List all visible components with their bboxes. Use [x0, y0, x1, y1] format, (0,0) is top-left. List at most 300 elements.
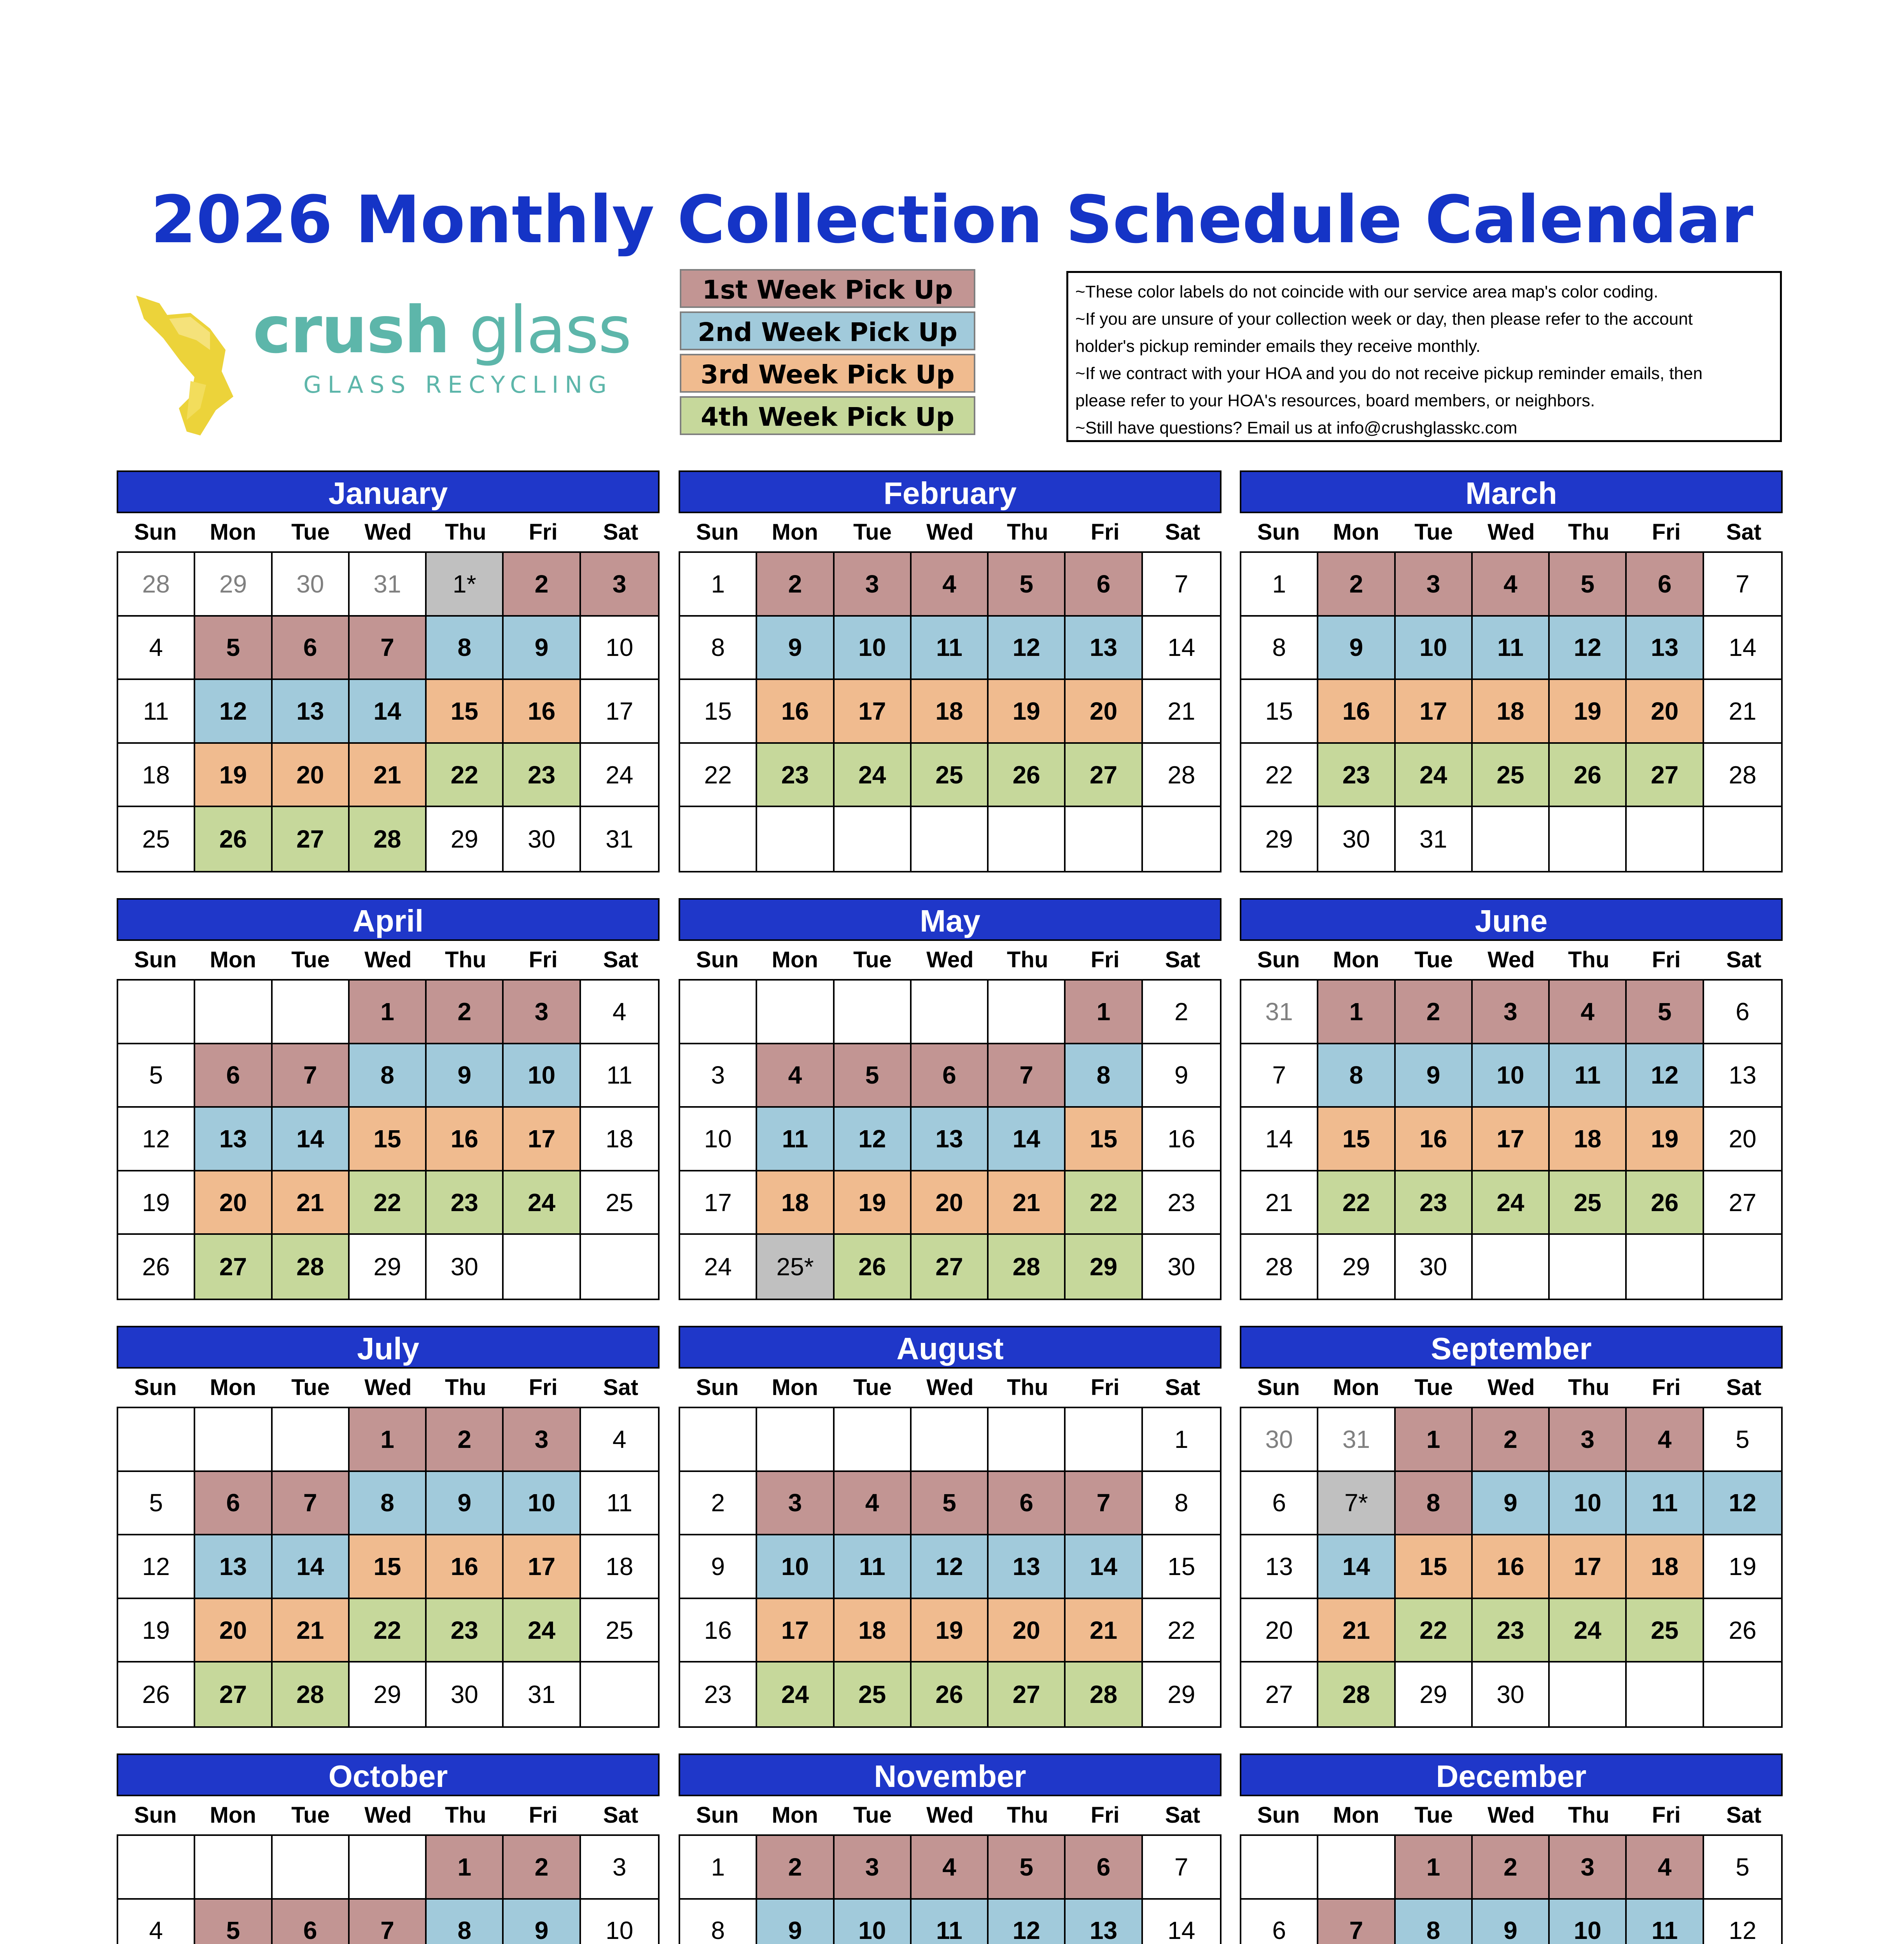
day-cell: 6 [1627, 553, 1704, 617]
day-cell: 19 [1627, 1108, 1704, 1171]
weekday-header-row [679, 1369, 1222, 1407]
weekday-header-row [1240, 1796, 1783, 1834]
day-cell: 15 [427, 680, 504, 744]
day-cell: 11 [1473, 617, 1550, 680]
day-cell: 2 [504, 1836, 581, 1900]
day-cell: 12 [1627, 1044, 1704, 1108]
day-cell: 28 [118, 553, 195, 617]
day-cell: 5 [195, 617, 272, 680]
empty-day-cell [195, 1408, 272, 1472]
day-cell: 25 [912, 744, 989, 808]
day-cell: 12 [835, 1108, 912, 1171]
weekday-header: Fri [1652, 519, 1681, 545]
day-cell: 23 [1143, 1171, 1220, 1235]
weekday-header: Fri [1090, 947, 1120, 972]
weekday-header: Sat [1726, 1802, 1762, 1828]
day-cell: 23 [1473, 1599, 1550, 1663]
weekday-header: Mon [772, 1802, 818, 1828]
empty-day-cell [1704, 1663, 1781, 1726]
empty-day-cell [989, 807, 1066, 871]
day-cell: 4 [1473, 553, 1550, 617]
weekday-header: Wed [364, 1375, 412, 1400]
day-cell: 5 [1550, 553, 1627, 617]
weekday-header-row [1240, 513, 1783, 551]
day-cell: 20 [1627, 680, 1704, 744]
month-title: October [117, 1753, 660, 1796]
day-cell: 7 [350, 617, 427, 680]
day-cell: 16 [427, 1108, 504, 1171]
day-cell: 8 [680, 617, 757, 680]
weekday-header: Sat [1165, 947, 1200, 972]
weekday-header: Mon [772, 519, 818, 545]
day-cell: 13 [912, 1108, 989, 1171]
day-cell: 21 [989, 1171, 1066, 1235]
weekday-header: Sun [696, 1802, 739, 1828]
day-cell: 3 [835, 1836, 912, 1900]
day-cell: 20 [1704, 1108, 1781, 1171]
day-cell: 20 [1066, 680, 1143, 744]
day-cell: 5 [1627, 981, 1704, 1044]
day-cell: 15 [1241, 680, 1318, 744]
month-title: July [117, 1326, 660, 1369]
day-cell: 25 [1550, 1171, 1627, 1235]
day-cell: 5 [1704, 1836, 1781, 1900]
day-cell: 24 [581, 744, 658, 808]
day-cell: 25 [1473, 744, 1550, 808]
day-cell: 30 [273, 553, 350, 617]
day-cell: 24 [504, 1171, 581, 1235]
empty-day-cell [1704, 807, 1781, 871]
day-cell: 29 [1318, 1235, 1395, 1299]
day-cell: 12 [118, 1108, 195, 1171]
weekday-header: Wed [1488, 1375, 1535, 1400]
day-cell: 22 [1396, 1599, 1473, 1663]
month-grid [679, 1407, 1222, 1728]
month-november [679, 1753, 1222, 1944]
day-cell: 27 [912, 1235, 989, 1299]
empty-day-cell [1627, 1235, 1704, 1299]
weekday-header: Tue [853, 1802, 892, 1828]
day-cell: 9 [757, 617, 834, 680]
crush-glass-logo [132, 292, 661, 439]
day-cell: 12 [1704, 1900, 1781, 1944]
day-cell: 14 [989, 1108, 1066, 1171]
month-january [117, 470, 660, 875]
empty-day-cell [1704, 1235, 1781, 1299]
day-cell: 12 [989, 617, 1066, 680]
day-cell: 23 [680, 1663, 757, 1726]
day-cell: 4 [118, 617, 195, 680]
day-cell: 19 [1550, 680, 1627, 744]
day-cell: 13 [1066, 617, 1143, 680]
day-cell: 9 [504, 1900, 581, 1944]
weekday-header: Sat [1165, 1375, 1200, 1400]
day-cell: 23 [427, 1171, 504, 1235]
day-cell: 14 [350, 680, 427, 744]
day-cell: 4 [1627, 1836, 1704, 1900]
day-cell: 3 [1473, 981, 1550, 1044]
day-cell: 2 [1318, 553, 1395, 617]
holiday-day-cell: 7* [1318, 1472, 1395, 1536]
day-cell: 13 [1241, 1535, 1318, 1599]
day-cell: 9 [1143, 1044, 1220, 1108]
day-cell: 10 [504, 1472, 581, 1536]
weekday-header: Wed [1488, 1802, 1535, 1828]
day-cell: 9 [1318, 617, 1395, 680]
empty-day-cell [757, 807, 834, 871]
weekday-header: Sat [603, 1375, 639, 1400]
empty-day-cell [581, 1235, 658, 1299]
weekday-header: Fri [1652, 1802, 1681, 1828]
note-line: ~If you are unsure of your collection week or day, then please refer to the account [1075, 309, 1693, 329]
empty-day-cell [1550, 1235, 1627, 1299]
day-cell: 4 [581, 1408, 658, 1472]
weekday-header: Sun [134, 519, 177, 545]
holiday-day-cell: 1* [427, 553, 504, 617]
month-march [1240, 470, 1783, 875]
month-grid [117, 1407, 660, 1728]
day-cell: 2 [427, 981, 504, 1044]
weekday-header: Sat [1726, 947, 1762, 972]
day-cell: 24 [504, 1599, 581, 1663]
weekday-header: Wed [926, 1375, 974, 1400]
month-june [1240, 898, 1783, 1302]
empty-day-cell [835, 981, 912, 1044]
weekday-header: Sat [1726, 1375, 1762, 1400]
day-cell: 14 [1241, 1108, 1318, 1171]
day-cell: 22 [427, 744, 504, 808]
day-cell: 29 [350, 1235, 427, 1299]
day-cell: 9 [680, 1535, 757, 1599]
day-cell: 16 [680, 1599, 757, 1663]
day-cell: 20 [273, 744, 350, 808]
day-cell: 28 [1704, 744, 1781, 808]
day-cell: 3 [1550, 1836, 1627, 1900]
weekday-header-row [679, 941, 1222, 979]
day-cell: 25 [1627, 1599, 1704, 1663]
weekday-header: Tue [291, 1802, 330, 1828]
day-cell: 7 [1143, 553, 1220, 617]
day-cell: 6 [1066, 1836, 1143, 1900]
weekday-header: Mon [210, 1375, 256, 1400]
weekday-header: Tue [853, 947, 892, 972]
day-cell: 6 [1066, 553, 1143, 617]
empty-day-cell [1143, 807, 1220, 871]
day-cell: 10 [835, 617, 912, 680]
note-line: ~These color labels do not coincide with our service area map's color coding. [1075, 282, 1659, 301]
weekday-header: Mon [1333, 519, 1379, 545]
empty-day-cell [118, 1408, 195, 1472]
day-cell: 4 [835, 1472, 912, 1536]
day-cell: 25 [835, 1663, 912, 1726]
empty-day-cell [1473, 1235, 1550, 1299]
day-cell: 5 [1704, 1408, 1781, 1472]
weekday-header: Wed [364, 1802, 412, 1828]
day-cell: 11 [118, 680, 195, 744]
day-cell: 13 [195, 1108, 272, 1171]
day-cell: 22 [1066, 1171, 1143, 1235]
holiday-day-cell: 25* [757, 1235, 834, 1299]
day-cell: 7 [989, 1044, 1066, 1108]
weekday-header-row [117, 941, 660, 979]
day-cell: 28 [350, 807, 427, 871]
day-cell: 25 [581, 1171, 658, 1235]
weekday-header: Fri [528, 947, 558, 972]
day-cell: 15 [350, 1108, 427, 1171]
month-grid [117, 979, 660, 1300]
day-cell: 11 [1627, 1900, 1704, 1944]
day-cell: 20 [195, 1599, 272, 1663]
weekday-header: Sun [134, 947, 177, 972]
day-cell: 5 [989, 1836, 1066, 1900]
day-cell: 22 [1143, 1599, 1220, 1663]
day-cell: 5 [118, 1472, 195, 1536]
day-cell: 28 [1066, 1663, 1143, 1726]
weekday-header: Thu [1568, 1375, 1610, 1400]
day-cell: 29 [427, 807, 504, 871]
weekday-header-row [117, 513, 660, 551]
weekday-header: Sun [1257, 519, 1300, 545]
day-cell: 20 [989, 1599, 1066, 1663]
weekday-header: Sun [696, 519, 739, 545]
month-july [117, 1326, 660, 1730]
empty-day-cell [1627, 1663, 1704, 1726]
day-cell: 10 [757, 1535, 834, 1599]
day-cell: 15 [1143, 1535, 1220, 1599]
day-cell: 7 [1241, 1044, 1318, 1108]
weekday-header: Fri [1090, 519, 1120, 545]
day-cell: 6 [195, 1044, 272, 1108]
day-cell: 8 [680, 1900, 757, 1944]
day-cell: 14 [1704, 617, 1781, 680]
day-cell: 3 [1550, 1408, 1627, 1472]
day-cell: 21 [1066, 1599, 1143, 1663]
day-cell: 23 [757, 744, 834, 808]
day-cell: 8 [1066, 1044, 1143, 1108]
day-cell: 29 [195, 553, 272, 617]
day-cell: 9 [1473, 1900, 1550, 1944]
day-cell: 27 [989, 1663, 1066, 1726]
weekday-header-row [1240, 941, 1783, 979]
day-cell: 21 [1143, 680, 1220, 744]
empty-day-cell [195, 1836, 272, 1900]
day-cell: 2 [757, 1836, 834, 1900]
day-cell: 27 [273, 807, 350, 871]
day-cell: 24 [680, 1235, 757, 1299]
day-cell: 7 [273, 1044, 350, 1108]
day-cell: 30 [1318, 807, 1395, 871]
empty-day-cell [757, 1408, 834, 1472]
day-cell: 26 [1704, 1599, 1781, 1663]
month-grid [679, 551, 1222, 872]
day-cell: 10 [1396, 617, 1473, 680]
day-cell: 17 [1550, 1535, 1627, 1599]
empty-day-cell [1550, 1663, 1627, 1726]
day-cell: 4 [1550, 981, 1627, 1044]
day-cell: 21 [273, 1171, 350, 1235]
day-cell: 29 [1396, 1663, 1473, 1726]
weekday-header: Mon [772, 947, 818, 972]
day-cell: 8 [427, 617, 504, 680]
day-cell: 23 [1396, 1171, 1473, 1235]
day-cell: 16 [1318, 680, 1395, 744]
day-cell: 7 [1318, 1900, 1395, 1944]
day-cell: 8 [1396, 1900, 1473, 1944]
weekday-header: Sun [696, 947, 739, 972]
day-cell: 5 [912, 1472, 989, 1536]
empty-day-cell [581, 1663, 658, 1726]
day-cell: 10 [835, 1900, 912, 1944]
day-cell: 2 [504, 553, 581, 617]
empty-day-cell [912, 981, 989, 1044]
weekday-header: Tue [291, 1375, 330, 1400]
weekday-header: Sun [696, 1375, 739, 1400]
day-cell: 16 [1473, 1535, 1550, 1599]
day-cell: 31 [504, 1663, 581, 1726]
day-cell: 13 [273, 680, 350, 744]
day-cell: 1 [680, 553, 757, 617]
month-february [679, 470, 1222, 875]
weekday-header: Thu [445, 519, 486, 545]
empty-day-cell [680, 807, 757, 871]
day-cell: 16 [757, 680, 834, 744]
day-cell: 13 [989, 1535, 1066, 1599]
day-cell: 6 [273, 617, 350, 680]
weekday-header-row [117, 1796, 660, 1834]
empty-day-cell [1066, 807, 1143, 871]
day-cell: 20 [195, 1171, 272, 1235]
month-grid [679, 979, 1222, 1300]
empty-day-cell [195, 981, 272, 1044]
day-cell: 15 [1396, 1535, 1473, 1599]
day-cell: 28 [1241, 1235, 1318, 1299]
day-cell: 9 [427, 1044, 504, 1108]
day-cell: 22 [1241, 744, 1318, 808]
weekday-header: Wed [1488, 947, 1535, 972]
day-cell: 2 [757, 553, 834, 617]
weekday-header: Wed [926, 519, 974, 545]
day-cell: 16 [1396, 1108, 1473, 1171]
day-cell: 29 [350, 1663, 427, 1726]
empty-day-cell [757, 981, 834, 1044]
note-line: ~Still have questions? Email us at info@crushglasskc.com [1075, 418, 1517, 437]
weekday-header: Sat [603, 1802, 639, 1828]
month-grid [1240, 979, 1783, 1300]
day-cell: 14 [1066, 1535, 1143, 1599]
day-cell: 18 [1473, 680, 1550, 744]
empty-day-cell [912, 1408, 989, 1472]
weekday-header: Tue [853, 519, 892, 545]
month-grid [117, 551, 660, 872]
day-cell: 5 [835, 1044, 912, 1108]
day-cell: 21 [273, 1599, 350, 1663]
weekday-header: Sun [1257, 1375, 1300, 1400]
day-cell: 18 [118, 744, 195, 808]
day-cell: 3 [835, 553, 912, 617]
empty-day-cell [989, 981, 1066, 1044]
weekday-header: Mon [1333, 1375, 1379, 1400]
day-cell: 3 [757, 1472, 834, 1536]
empty-day-cell [835, 807, 912, 871]
day-cell: 28 [273, 1663, 350, 1726]
day-cell: 21 [1318, 1599, 1395, 1663]
day-cell: 28 [1318, 1663, 1395, 1726]
day-cell: 9 [504, 617, 581, 680]
day-cell: 25 [118, 807, 195, 871]
day-cell: 25 [581, 1599, 658, 1663]
day-cell: 30 [427, 1235, 504, 1299]
day-cell: 30 [1396, 1235, 1473, 1299]
day-cell: 13 [1704, 1044, 1781, 1108]
day-cell: 27 [1066, 744, 1143, 808]
day-cell: 18 [581, 1108, 658, 1171]
weekday-header: Tue [853, 1375, 892, 1400]
day-cell: 1 [1066, 981, 1143, 1044]
day-cell: 6 [1704, 981, 1781, 1044]
day-cell: 8 [350, 1044, 427, 1108]
day-cell: 14 [1143, 617, 1220, 680]
weekday-header: Thu [1568, 947, 1610, 972]
logo-tagline: GLASS RECYCLING [303, 371, 613, 399]
day-cell: 5 [195, 1900, 272, 1944]
logo-word-crush: crush [253, 293, 450, 368]
month-grid [1240, 551, 1783, 872]
day-cell: 17 [504, 1108, 581, 1171]
weekday-header: Tue [291, 947, 330, 972]
day-cell: 24 [835, 744, 912, 808]
logo-word-glass: glass [449, 293, 631, 368]
weekday-header-row [1240, 1369, 1783, 1407]
weekday-header: Mon [210, 1802, 256, 1828]
weekday-header: Wed [364, 519, 412, 545]
day-cell: 3 [1396, 553, 1473, 617]
day-cell: 31 [606, 825, 634, 853]
month-april [117, 898, 660, 1302]
day-cell: 26 [835, 1235, 912, 1299]
day-cell: 21 [1241, 1171, 1318, 1235]
day-cell: 18 [1627, 1535, 1704, 1599]
day-cell: 4 [757, 1044, 834, 1108]
day-cell: 28 [989, 1235, 1066, 1299]
day-cell: 7 [1066, 1472, 1143, 1536]
day-cell: 18 [835, 1599, 912, 1663]
day-cell: 20 [912, 1171, 989, 1235]
month-title: September [1240, 1326, 1783, 1369]
empty-day-cell [1066, 1408, 1143, 1472]
day-cell: 6 [1241, 1472, 1318, 1536]
day-cell: 2 [680, 1472, 757, 1536]
day-cell: 19 [195, 744, 272, 808]
day-cell: 19 [118, 1171, 195, 1235]
day-cell: 17 [504, 1535, 581, 1599]
day-cell: 26 [118, 1663, 195, 1726]
day-cell: 23 [1318, 744, 1395, 808]
weekday-header: Thu [1007, 947, 1048, 972]
month-august [679, 1326, 1222, 1730]
day-cell: 6 [195, 1472, 272, 1536]
month-title: August [679, 1326, 1222, 1369]
day-cell: 17 [1396, 680, 1473, 744]
empty-day-cell [118, 1836, 195, 1900]
day-cell: 15 [350, 1535, 427, 1599]
empty-day-cell [680, 1408, 757, 1472]
day-cell: 31 [350, 553, 427, 617]
empty-day-cell [1318, 1836, 1395, 1900]
day-cell: 30 [504, 807, 581, 871]
day-cell: 6 [273, 1900, 350, 1944]
day-cell: 16 [427, 1535, 504, 1599]
weekday-header: Sat [1165, 519, 1200, 545]
